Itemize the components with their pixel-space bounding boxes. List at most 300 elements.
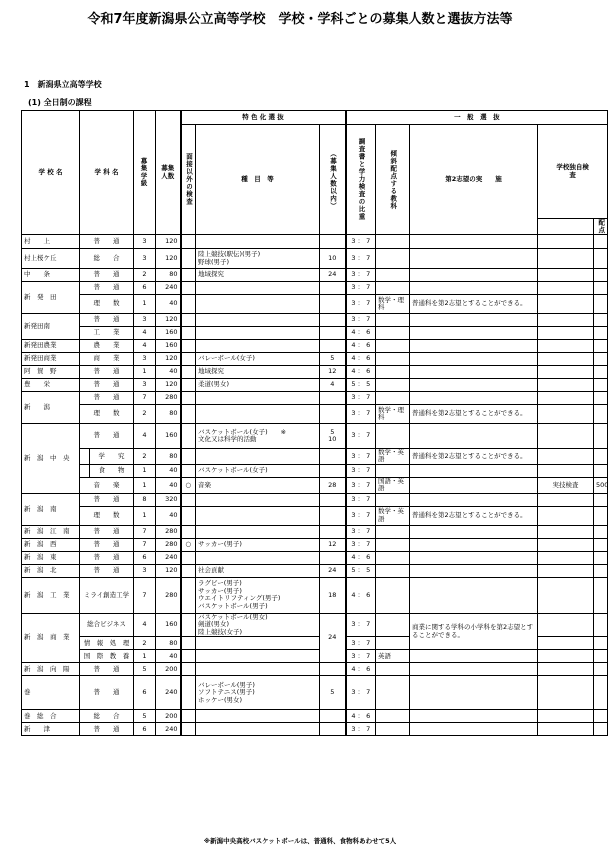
- weighted-subjects: [376, 577, 410, 613]
- dept-name: 普 通: [80, 314, 134, 327]
- dept-name: 普 通: [80, 525, 134, 538]
- second-choice-value: [410, 340, 538, 353]
- event-value: 柔道(男女): [196, 379, 320, 392]
- interview-mark: [181, 676, 196, 710]
- interview-mark: [181, 424, 196, 449]
- col-ratio: 調査書と学力検査の比重: [346, 125, 376, 235]
- table-row: [22, 249, 608, 269]
- event-value: [196, 506, 320, 525]
- ratio-value: 3 ： 7: [346, 525, 376, 538]
- table-row: [22, 506, 608, 525]
- capacity-value: 120: [156, 249, 181, 269]
- event-value: [196, 525, 320, 538]
- quota-value: [320, 327, 346, 340]
- event-value: [196, 637, 320, 650]
- quota-value: [320, 282, 346, 295]
- second-choice-value: [410, 650, 538, 663]
- ratio-value: 3 ： 7: [346, 538, 376, 551]
- table-row: [22, 366, 608, 379]
- dept-indent: [80, 464, 90, 477]
- quota-value: [320, 493, 346, 506]
- classes-value: 2: [134, 269, 156, 282]
- table-row: [22, 379, 608, 392]
- school-exam-value: [538, 366, 594, 379]
- quota-value: [320, 340, 346, 353]
- ratio-value: 3 ： 7: [346, 613, 376, 636]
- school-exam-value: [538, 538, 594, 551]
- interview-mark: [181, 392, 196, 405]
- ratio-value: 3 ： 7: [346, 392, 376, 405]
- dept-name: 学 究: [90, 449, 134, 465]
- school-name: 巻: [22, 676, 80, 710]
- weighted-subjects: 国語・英語: [376, 477, 410, 493]
- score-value: [594, 269, 608, 282]
- col-capacity: 募集人数: [156, 111, 181, 235]
- classes-value: 1: [134, 295, 156, 314]
- ratio-value: 4 ： 6: [346, 577, 376, 613]
- second-choice-value: [410, 353, 538, 366]
- score-value: [594, 551, 608, 564]
- score-value: [594, 405, 608, 424]
- event-value: [196, 314, 320, 327]
- dept-name: 普 通: [80, 235, 134, 249]
- quota-value: [320, 551, 346, 564]
- event-value: [196, 405, 320, 424]
- interview-mark: [181, 295, 196, 314]
- school-name: 新発田農業: [22, 340, 80, 353]
- ratio-value: 3 ： 7: [346, 506, 376, 525]
- weighted-subjects: [376, 424, 410, 449]
- score-value: [594, 327, 608, 340]
- score-value: [594, 676, 608, 710]
- footnote: ※新潟中央高校バスケットボールは、普通科、食物科あわせて5人: [203, 837, 397, 845]
- second-choice-value: 普通科を第2志望とすることができる。: [410, 295, 538, 314]
- special-selection-header: 特 色 化 選 抜: [181, 111, 346, 125]
- second-choice-value: [410, 551, 538, 564]
- ratio-value: 4 ： 6: [346, 663, 376, 676]
- score-value: [594, 366, 608, 379]
- event-value: バスケットボール(女子) ※ 文化又は科学的活動: [196, 424, 320, 449]
- ratio-value: 4 ： 6: [346, 551, 376, 564]
- school-name: 新 潟 中 央: [22, 424, 80, 494]
- event-value: 陸上競技(駅伝)(男子) 野球(男子): [196, 249, 320, 269]
- col-subjects: 傾斜配点する教科: [376, 125, 410, 235]
- ratio-value: 4 ： 6: [346, 366, 376, 379]
- classes-value: 1: [134, 464, 156, 477]
- school-exam-value: [538, 564, 594, 577]
- dept-name: 総 合: [80, 710, 134, 723]
- interview-mark: [181, 564, 196, 577]
- table-row: [22, 538, 608, 551]
- capacity-value: 240: [156, 551, 181, 564]
- school-name: 新 潟 商 業: [22, 613, 80, 662]
- table-row: [22, 235, 608, 249]
- second-choice-value: [410, 564, 538, 577]
- interview-mark: ○: [181, 538, 196, 551]
- capacity-value: 280: [156, 392, 181, 405]
- school-exam-value: [538, 295, 594, 314]
- interview-mark: [181, 353, 196, 366]
- table-row: [22, 353, 608, 366]
- interview-mark: [181, 493, 196, 506]
- capacity-value: 120: [156, 353, 181, 366]
- school-name: 新発田南: [22, 314, 80, 340]
- dept-name: 普 通: [80, 366, 134, 379]
- capacity-value: 40: [156, 477, 181, 493]
- table-row: [22, 723, 608, 736]
- classes-value: 2: [134, 449, 156, 465]
- classes-value: 1: [134, 366, 156, 379]
- second-choice-value: 普通科を第2志望とすることができる。: [410, 405, 538, 424]
- weighted-subjects: [376, 564, 410, 577]
- school-exam-value: [538, 314, 594, 327]
- subsection-heading: (1) 全日制の課程: [28, 98, 92, 107]
- second-choice-value: [410, 282, 538, 295]
- weighted-subjects: 英語: [376, 650, 410, 663]
- classes-value: 7: [134, 538, 156, 551]
- capacity-value: 120: [156, 564, 181, 577]
- classes-value: 7: [134, 577, 156, 613]
- dept-name: 普 通: [80, 538, 134, 551]
- second-choice-value: [410, 366, 538, 379]
- second-choice-value: [410, 477, 538, 493]
- second-choice-value: [410, 327, 538, 340]
- ratio-value: 3 ： 7: [346, 249, 376, 269]
- school-name: 新 津: [22, 723, 80, 736]
- weighted-subjects: 数学・理科: [376, 295, 410, 314]
- event-value: [196, 340, 320, 353]
- admission-table: [21, 110, 608, 736]
- classes-value: 1: [134, 650, 156, 663]
- score-value: [594, 392, 608, 405]
- school-exam-value: [538, 637, 594, 650]
- school-exam-value: [538, 353, 594, 366]
- score-value: [594, 493, 608, 506]
- table-row: [22, 650, 608, 663]
- capacity-value: 280: [156, 538, 181, 551]
- dept-name: 理 数: [80, 405, 134, 424]
- score-value: [594, 424, 608, 449]
- capacity-value: 240: [156, 676, 181, 710]
- event-value: バスケットボール(女子): [196, 464, 320, 477]
- quota-value: 12: [320, 538, 346, 551]
- dept-name: 理 数: [80, 295, 134, 314]
- ratio-value: 3 ： 7: [346, 295, 376, 314]
- event-value: [196, 650, 320, 663]
- school-exam-value: [538, 506, 594, 525]
- event-value: [196, 392, 320, 405]
- table-row: [22, 551, 608, 564]
- ratio-value: 3 ： 7: [346, 449, 376, 465]
- weighted-subjects: 数学・英語: [376, 449, 410, 465]
- table-row: [22, 663, 608, 676]
- table-row: [22, 449, 608, 465]
- second-choice-value: [410, 269, 538, 282]
- col-exam-blank: [538, 219, 594, 235]
- ratio-value: 3 ： 7: [346, 269, 376, 282]
- table-row: [22, 392, 608, 405]
- capacity-value: 40: [156, 295, 181, 314]
- classes-value: 8: [134, 493, 156, 506]
- quota-value: 28: [320, 477, 346, 493]
- table-row: [22, 295, 608, 314]
- school-exam-value: [538, 327, 594, 340]
- dept-name: 普 通: [80, 493, 134, 506]
- weighted-subjects: [376, 353, 410, 366]
- classes-value: 6: [134, 551, 156, 564]
- dept-indent: [80, 449, 90, 465]
- quota-value: 5 10: [320, 424, 346, 449]
- school-name: 新 潟 西: [22, 538, 80, 551]
- second-choice-value: [410, 314, 538, 327]
- quota-value: [320, 710, 346, 723]
- classes-value: 6: [134, 676, 156, 710]
- classes-value: 7: [134, 392, 156, 405]
- interview-mark: [181, 464, 196, 477]
- score-value: [594, 295, 608, 314]
- school-exam-value: [538, 577, 594, 613]
- quota-value: 12: [320, 366, 346, 379]
- dept-name: 普 通: [80, 392, 134, 405]
- weighted-subjects: [376, 676, 410, 710]
- ratio-value: 4 ： 6: [346, 340, 376, 353]
- second-choice-value: [410, 235, 538, 249]
- table-row: [22, 477, 608, 493]
- weighted-subjects: [376, 710, 410, 723]
- table-row: [22, 405, 608, 424]
- event-value: [196, 295, 320, 314]
- capacity-value: 80: [156, 405, 181, 424]
- page-title: 令和7年度新潟県公立高等学校 学校・学科ごとの募集人数と選抜方法等: [87, 12, 513, 27]
- event-value: 地域探究: [196, 269, 320, 282]
- score-value: [594, 564, 608, 577]
- school-exam-value: [538, 379, 594, 392]
- school-exam-value: [538, 424, 594, 449]
- score-value: [594, 637, 608, 650]
- table-row: [22, 676, 608, 710]
- weighted-subjects: [376, 282, 410, 295]
- interview-mark: [181, 269, 196, 282]
- classes-value: 3: [134, 249, 156, 269]
- score-value: [594, 379, 608, 392]
- table-row: [22, 282, 608, 295]
- section-heading: 1 新潟県立高等学校: [24, 80, 102, 89]
- ratio-value: 3 ： 7: [346, 723, 376, 736]
- classes-value: 6: [134, 282, 156, 295]
- school-exam-value: [538, 710, 594, 723]
- table-row: [22, 710, 608, 723]
- dept-name: 商 業: [80, 353, 134, 366]
- event-value: [196, 449, 320, 465]
- weighted-subjects: [376, 392, 410, 405]
- second-choice-value: [410, 525, 538, 538]
- school-name: 新 潟 北: [22, 564, 80, 577]
- school-exam-value: 実技検査: [538, 477, 594, 493]
- interview-mark: [181, 650, 196, 663]
- school-name: 新 潟 南: [22, 493, 80, 525]
- capacity-value: 160: [156, 327, 181, 340]
- weighted-subjects: [376, 379, 410, 392]
- ratio-value: 5 ： 5: [346, 564, 376, 577]
- capacity-value: 80: [156, 269, 181, 282]
- dept-name: 音 楽: [80, 477, 134, 493]
- second-choice-value: 商業に関する学科の小学科を第2志望とすることができる。: [410, 613, 538, 649]
- ratio-value: 3 ： 7: [346, 424, 376, 449]
- weighted-subjects: [376, 366, 410, 379]
- col-school: 学 校 名: [22, 111, 80, 235]
- dept-name: 理 数: [80, 506, 134, 525]
- weighted-subjects: [376, 613, 410, 636]
- classes-value: 5: [134, 710, 156, 723]
- event-value: サッカー(男子): [196, 538, 320, 551]
- capacity-value: 200: [156, 663, 181, 676]
- ratio-value: 3 ： 7: [346, 650, 376, 663]
- weighted-subjects: 数学・英語: [376, 506, 410, 525]
- interview-mark: [181, 405, 196, 424]
- school-exam-value: [538, 525, 594, 538]
- dept-name: ミライ創造工学: [80, 577, 134, 613]
- interview-mark: [181, 577, 196, 613]
- weighted-subjects: [376, 464, 410, 477]
- quota-value: [320, 525, 346, 538]
- ratio-value: 3 ： 7: [346, 637, 376, 650]
- quota-value: [320, 314, 346, 327]
- second-choice-value: [410, 379, 538, 392]
- quota-value: 4: [320, 379, 346, 392]
- quota-value: [320, 405, 346, 424]
- score-value: [594, 650, 608, 663]
- second-choice-value: [410, 493, 538, 506]
- ratio-value: 3 ： 7: [346, 314, 376, 327]
- event-value: バスケットボール(男女) 剣道(男女) 陸上競技(女子): [196, 613, 320, 636]
- score-value: [594, 282, 608, 295]
- score-value: [594, 577, 608, 613]
- second-choice-value: [410, 723, 538, 736]
- interview-mark: [181, 525, 196, 538]
- table-row: [22, 577, 608, 613]
- classes-value: 3: [134, 235, 156, 249]
- col-school-exam: 学校独自検 査: [538, 125, 608, 219]
- event-value: バレーボール(女子): [196, 353, 320, 366]
- table-row: [22, 269, 608, 282]
- interview-mark: [181, 663, 196, 676]
- interview-mark: [181, 314, 196, 327]
- ratio-value: 5 ： 5: [346, 379, 376, 392]
- second-choice-value: [410, 464, 538, 477]
- interview-mark: [181, 551, 196, 564]
- capacity-value: 280: [156, 525, 181, 538]
- event-value: [196, 551, 320, 564]
- ratio-value: 3 ： 7: [346, 282, 376, 295]
- capacity-value: 80: [156, 637, 181, 650]
- school-exam-value: [538, 613, 594, 636]
- interview-mark: [181, 637, 196, 650]
- quota-value: [320, 723, 346, 736]
- score-value: [594, 249, 608, 269]
- dept-name: 普 通: [80, 282, 134, 295]
- col-interview: 面接以外の検査: [181, 125, 196, 235]
- weighted-subjects: [376, 314, 410, 327]
- general-selection-header: 一 般 選 抜: [346, 111, 608, 125]
- ratio-value: 3 ： 7: [346, 464, 376, 477]
- school-name: 新 潟 東: [22, 551, 80, 564]
- event-value: 地域探究: [196, 366, 320, 379]
- classes-value: 3: [134, 314, 156, 327]
- quota-value: [320, 235, 346, 249]
- ratio-value: 4 ： 6: [346, 710, 376, 723]
- score-value: 500: [594, 477, 608, 493]
- school-exam-value: [538, 723, 594, 736]
- school-exam-value: [538, 493, 594, 506]
- interview-mark: [181, 506, 196, 525]
- school-exam-value: [538, 249, 594, 269]
- capacity-value: 200: [156, 710, 181, 723]
- event-value: [196, 663, 320, 676]
- table-row: [22, 314, 608, 327]
- capacity-value: 240: [156, 723, 181, 736]
- event-value: [196, 282, 320, 295]
- classes-value: 1: [134, 477, 156, 493]
- dept-name: 普 通: [80, 663, 134, 676]
- school-exam-value: [538, 405, 594, 424]
- table-row: [22, 424, 608, 449]
- classes-value: 4: [134, 327, 156, 340]
- weighted-subjects: [376, 249, 410, 269]
- quota-value: 18: [320, 577, 346, 613]
- capacity-value: 120: [156, 379, 181, 392]
- weighted-subjects: [376, 327, 410, 340]
- capacity-value: 40: [156, 650, 181, 663]
- quota-value: [320, 295, 346, 314]
- weighted-subjects: [376, 493, 410, 506]
- school-exam-value: [538, 235, 594, 249]
- interview-mark: [181, 613, 196, 636]
- school-name: 中 条: [22, 269, 80, 282]
- interview-mark: [181, 379, 196, 392]
- school-exam-value: [538, 676, 594, 710]
- interview-mark: [181, 449, 196, 465]
- second-choice-value: [410, 424, 538, 449]
- school-exam-value: [538, 282, 594, 295]
- capacity-value: 40: [156, 464, 181, 477]
- quota-value: 5: [320, 353, 346, 366]
- score-value: [594, 464, 608, 477]
- capacity-value: 120: [156, 235, 181, 249]
- event-value: 音楽: [196, 477, 320, 493]
- weighted-subjects: [376, 525, 410, 538]
- school-name: 阿 賀 野: [22, 366, 80, 379]
- table-row: [22, 564, 608, 577]
- dept-name: 国 際 教 養: [80, 650, 134, 663]
- school-name: 新発田商業: [22, 353, 80, 366]
- school-exam-value: [538, 449, 594, 465]
- col-dept: 学 科 名: [80, 111, 134, 235]
- score-value: [594, 235, 608, 249]
- interview-mark: [181, 710, 196, 723]
- dept-name: 総 合: [80, 249, 134, 269]
- capacity-value: 80: [156, 449, 181, 465]
- score-value: [594, 314, 608, 327]
- col-second-choice: 第2志望の実 施: [410, 125, 538, 235]
- score-value: [594, 663, 608, 676]
- capacity-value: 160: [156, 613, 181, 636]
- score-value: [594, 353, 608, 366]
- weighted-subjects: [376, 235, 410, 249]
- score-value: [594, 710, 608, 723]
- dept-name: 総合ビジネス: [80, 613, 134, 636]
- second-choice-value: [410, 710, 538, 723]
- classes-value: 3: [134, 564, 156, 577]
